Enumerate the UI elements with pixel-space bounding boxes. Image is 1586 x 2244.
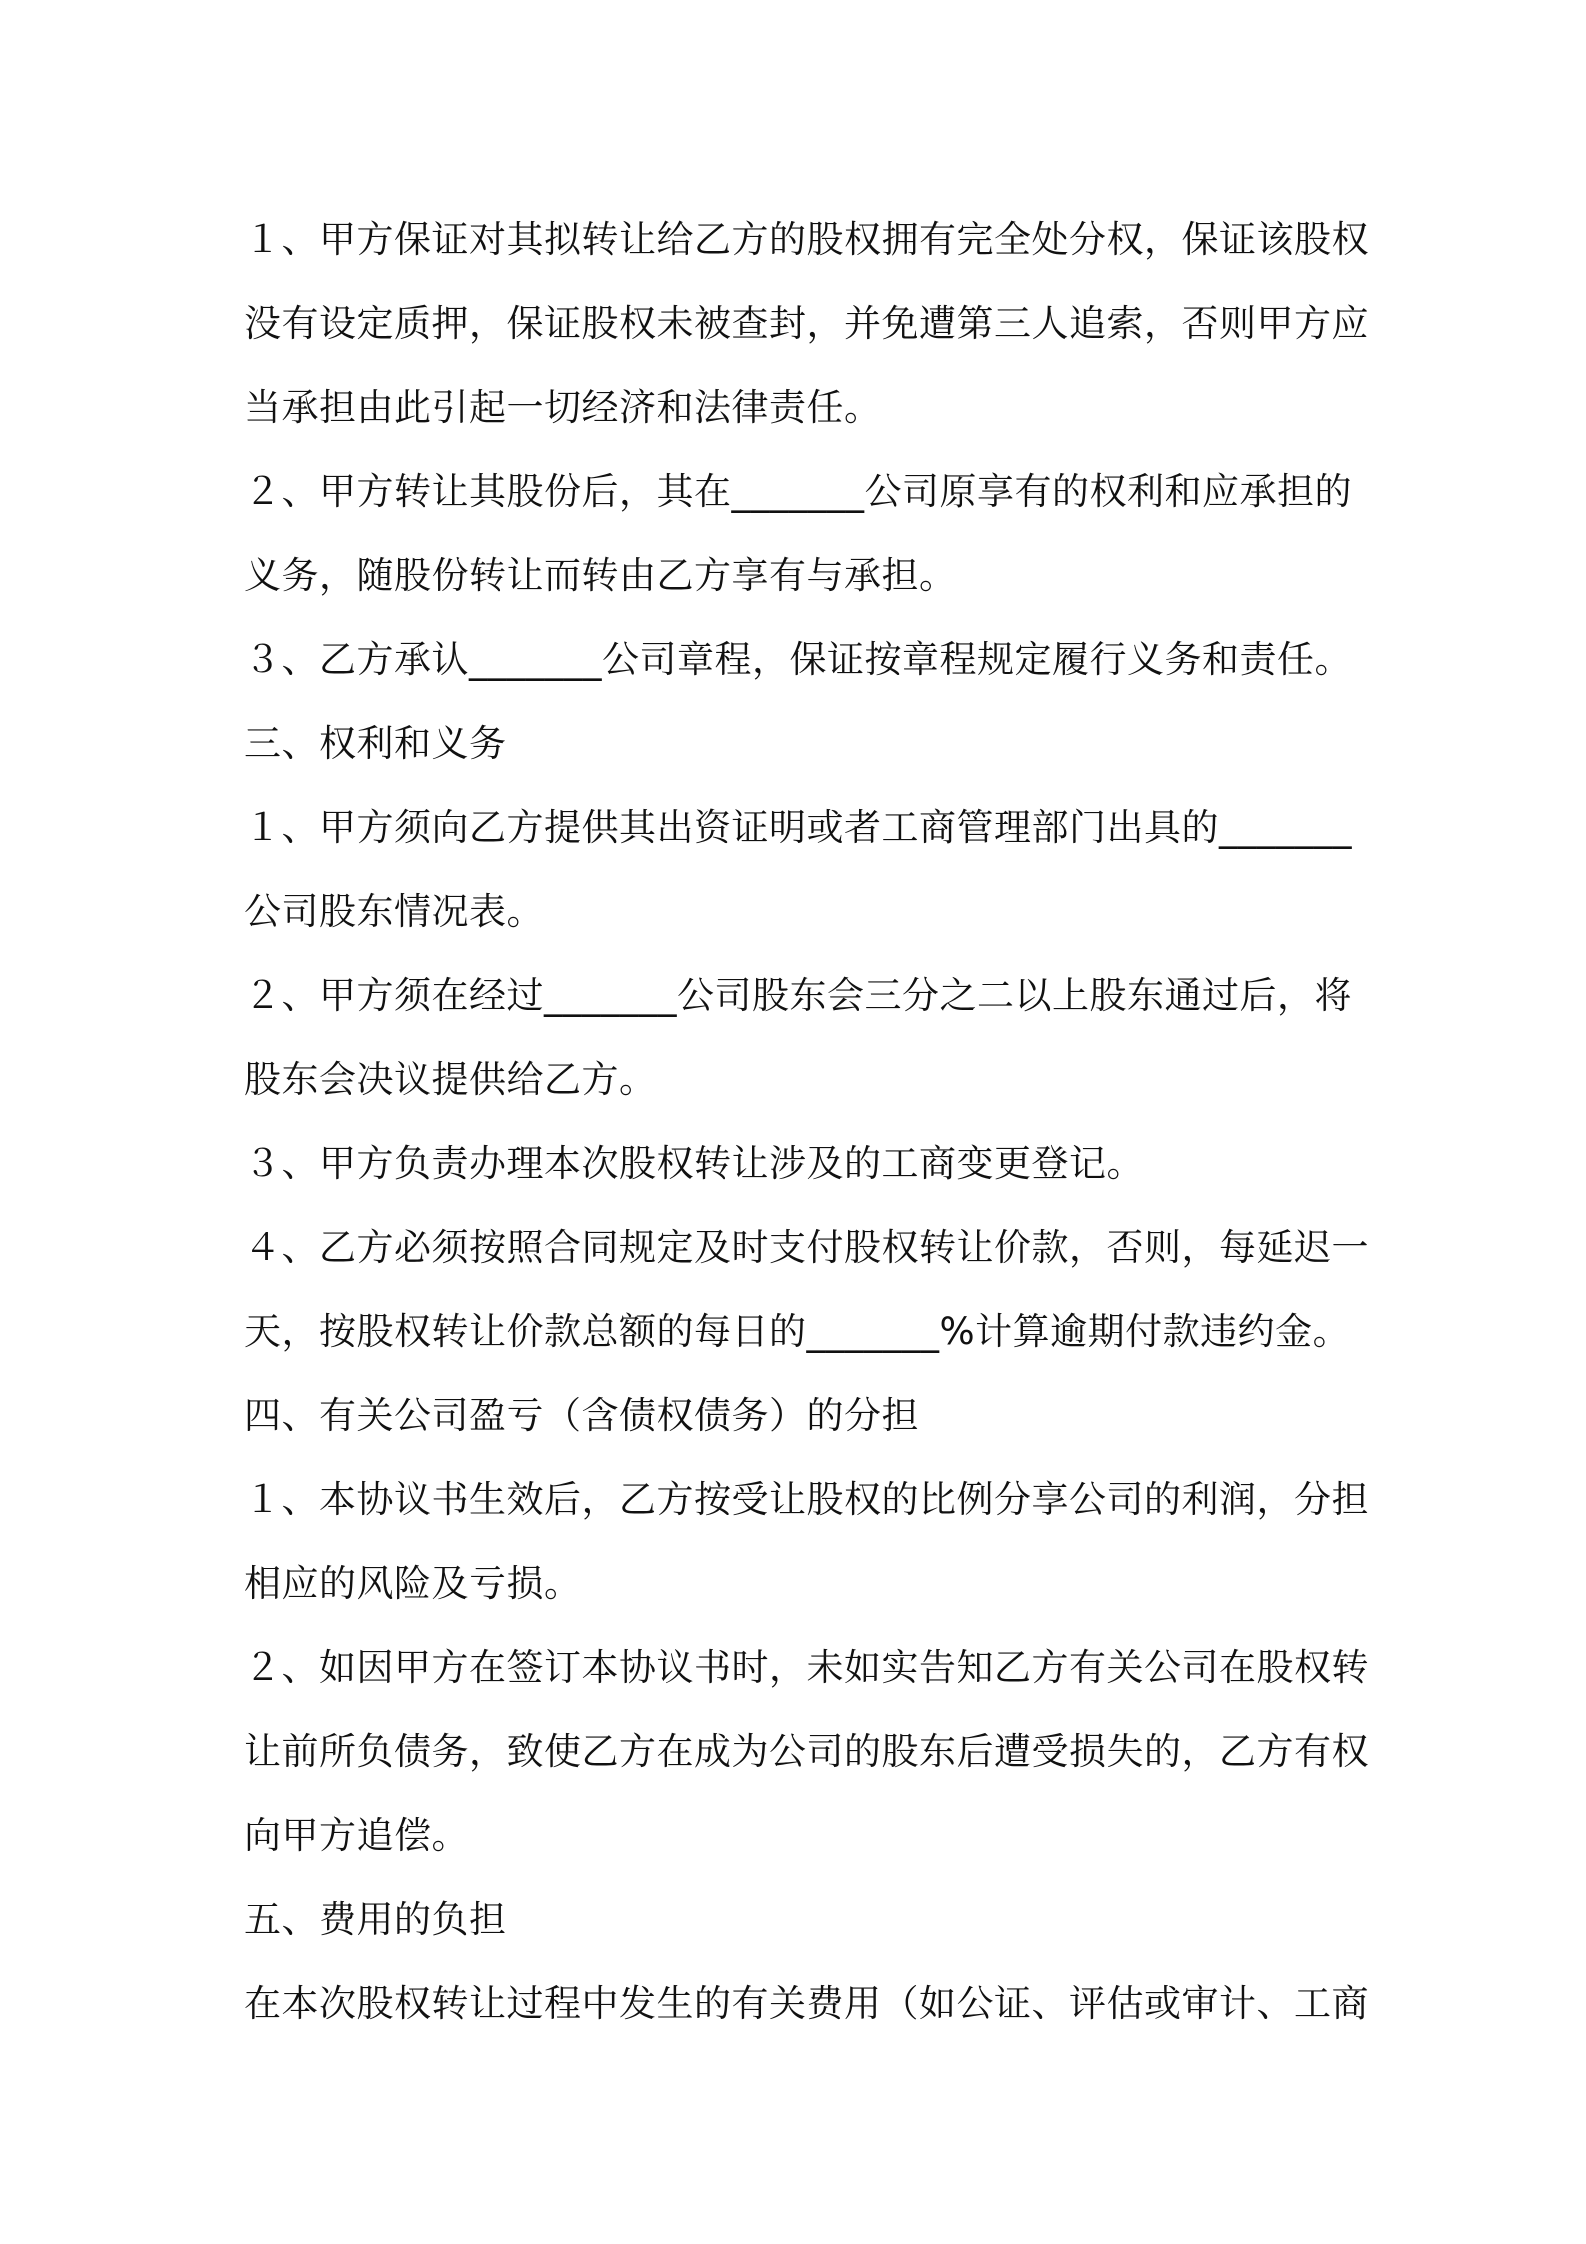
clause-line-11: 股东会决议提供给乙方。 bbox=[244, 1058, 657, 1101]
clause-line-5: 义务，随股份转让而转由乙方享有与承担。 bbox=[244, 554, 957, 597]
clause-line-12: ３、甲方负责办理本次股权转让涉及的工商变更登记。 bbox=[244, 1142, 1144, 1185]
clause-line-22: 在本次股权转让过程中发生的有关费用（如公证、评估或审计、工商 bbox=[244, 1982, 1369, 2025]
clause-line-10: ２、甲方须在经过_______公司股东会三分之二以上股东通过后，将 bbox=[244, 974, 1352, 1017]
section-heading-expenses: 五、费用的负担 bbox=[244, 1898, 507, 1941]
section-heading-rights: 三、权利和义务 bbox=[244, 722, 507, 765]
section-heading-profit-loss: 四、有关公司盈亏（含债权债务）的分担 bbox=[244, 1394, 919, 1437]
clause-line-3: 当承担由此引起一切经济和法律责任。 bbox=[244, 386, 882, 429]
clause-line-20: 向甲方追偿。 bbox=[244, 1814, 469, 1857]
clause-line-6: ３、乙方承认_______公司章程，保证按章程规定履行义务和责任。 bbox=[244, 638, 1352, 681]
clause-line-19: 让前所负债务，致使乙方在成为公司的股东后遭受损失的，乙方有权 bbox=[244, 1730, 1369, 1773]
clause-line-9: 公司股东情况表。 bbox=[244, 890, 544, 933]
clause-line-17: 相应的风险及亏损。 bbox=[244, 1562, 582, 1605]
clause-line-16: １、本协议书生效后，乙方按受让股权的比例分享公司的利润，分担 bbox=[244, 1478, 1369, 1521]
clause-line-1: １、甲方保证对其拟转让给乙方的股权拥有完全处分权，保证该股权 bbox=[244, 218, 1369, 261]
clause-line-2: 没有设定质押，保证股权未被查封，并免遭第三人追索，否则甲方应 bbox=[244, 302, 1369, 345]
clause-line-14: 天，按股权转让价款总额的每日的_______%计算逾期付款违约金。 bbox=[244, 1310, 1351, 1353]
clause-line-13: ４、乙方必须按照合同规定及时支付股权转让价款，否则，每延迟一 bbox=[244, 1226, 1369, 1269]
clause-line-8: １、甲方须向乙方提供其出资证明或者工商管理部门出具的_______ bbox=[244, 806, 1352, 849]
clause-line-18: ２、如因甲方在签订本协议书时，未如实告知乙方有关公司在股权转 bbox=[244, 1646, 1369, 1689]
clause-line-4: ２、甲方转让其股份后，其在_______公司原享有的权利和应承担的 bbox=[244, 470, 1352, 513]
